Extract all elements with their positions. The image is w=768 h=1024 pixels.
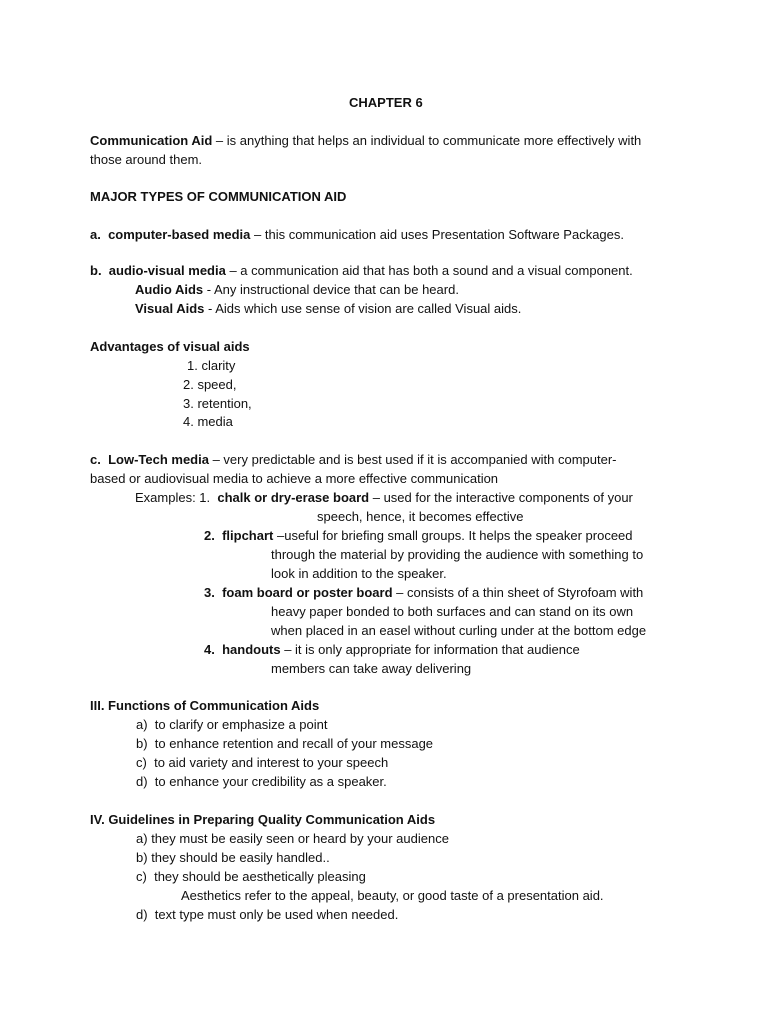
advantages-heading: Advantages of visual aids [90, 339, 250, 354]
type-b-line: b. audio-visual media – a communication aid that has both a sound and a visual component. [90, 263, 633, 278]
guideline-item: d) text type must only be used when needed. [136, 907, 399, 922]
definition-line-1: Communication Aid – is anything that helps an individual to communicate more effectively with [90, 133, 642, 148]
major-types-heading: MAJOR TYPES OF COMMUNICATION AID [90, 189, 347, 204]
function-item: d) to enhance your credibility as a speaker. [136, 774, 387, 789]
type-a-term: computer-based media [108, 227, 251, 242]
type-c-term: Low-Tech media [108, 452, 209, 467]
example-2-term: flipchart [222, 528, 274, 543]
visual-aids-line: Visual Aids - Aids which use sense of vision are called Visual aids. [135, 301, 522, 316]
advantage-item: 3. retention, [183, 396, 252, 411]
example-4-line: 4. handouts – it is only appropriate for information that audience [204, 642, 580, 657]
example-3-line: 3. foam board or poster board – consists of a thin sheet of Styrofoam with [204, 585, 644, 600]
example-4-continuation: members can take away delivering [271, 661, 472, 676]
function-item: c) to aid variety and interest to your speech [136, 755, 389, 770]
example-1-line: Examples: 1. chalk or dry-erase board – used for the interactive components of your [135, 490, 633, 505]
chapter-title: CHAPTER 6 [349, 95, 423, 110]
type-c-line: c. Low-Tech media – very predictable and is best used if it is accompanied with computer- [90, 452, 617, 467]
guidelines-heading: IV. Guidelines in Preparing Quality Communication Aids [90, 812, 436, 827]
type-c-line-2: based or audiovisual media to achieve a more effective communication [90, 471, 499, 486]
example-4-term: handouts [222, 642, 281, 657]
definition-line-2: those around them. [90, 152, 203, 167]
advantage-item: 4. media [183, 414, 233, 429]
aesthetics-note: Aesthetics refer to the appeal, beauty, or good taste of a presentation aid. [181, 888, 604, 903]
function-item: a) to clarify or emphasize a point [136, 717, 328, 732]
example-3-term: foam board or poster board [222, 585, 393, 600]
example-2-continuation: through the material by providing the audience with something to [271, 547, 644, 562]
type-b-term: audio-visual media [108, 263, 226, 278]
example-2-line: 2. flipchart –useful for briefing small groups. It helps the speaker proceed [204, 528, 633, 543]
advantage-item: 2. speed, [183, 377, 237, 392]
guideline-item: c) they should be aesthetically pleasing [136, 869, 366, 884]
functions-heading: III. Functions of Communication Aids [90, 698, 320, 713]
example-1-term: chalk or dry-erase board [217, 490, 370, 505]
example-2-continuation: look in addition to the speaker. [271, 566, 447, 581]
type-a-line: a. computer-based media – this communication aid uses Presentation Software Packages. [90, 227, 624, 242]
example-3-continuation: when placed in an easel without curling under at the bottom edge [271, 623, 647, 638]
guideline-item: a) they must be easily seen or heard by your audience [136, 831, 449, 846]
example-1-continuation: speech, hence, it becomes effective [317, 509, 524, 524]
advantage-item: 1. clarity [187, 358, 236, 373]
audio-aids-line: Audio Aids - Any instructional device that can be heard. [135, 282, 459, 297]
guideline-item: b) they should be easily handled.. [136, 850, 330, 865]
function-item: b) to enhance retention and recall of your message [136, 736, 434, 751]
definition-term: Communication Aid [90, 133, 213, 148]
example-3-continuation: heavy paper bonded to both surfaces and can stand on its own [271, 604, 634, 619]
